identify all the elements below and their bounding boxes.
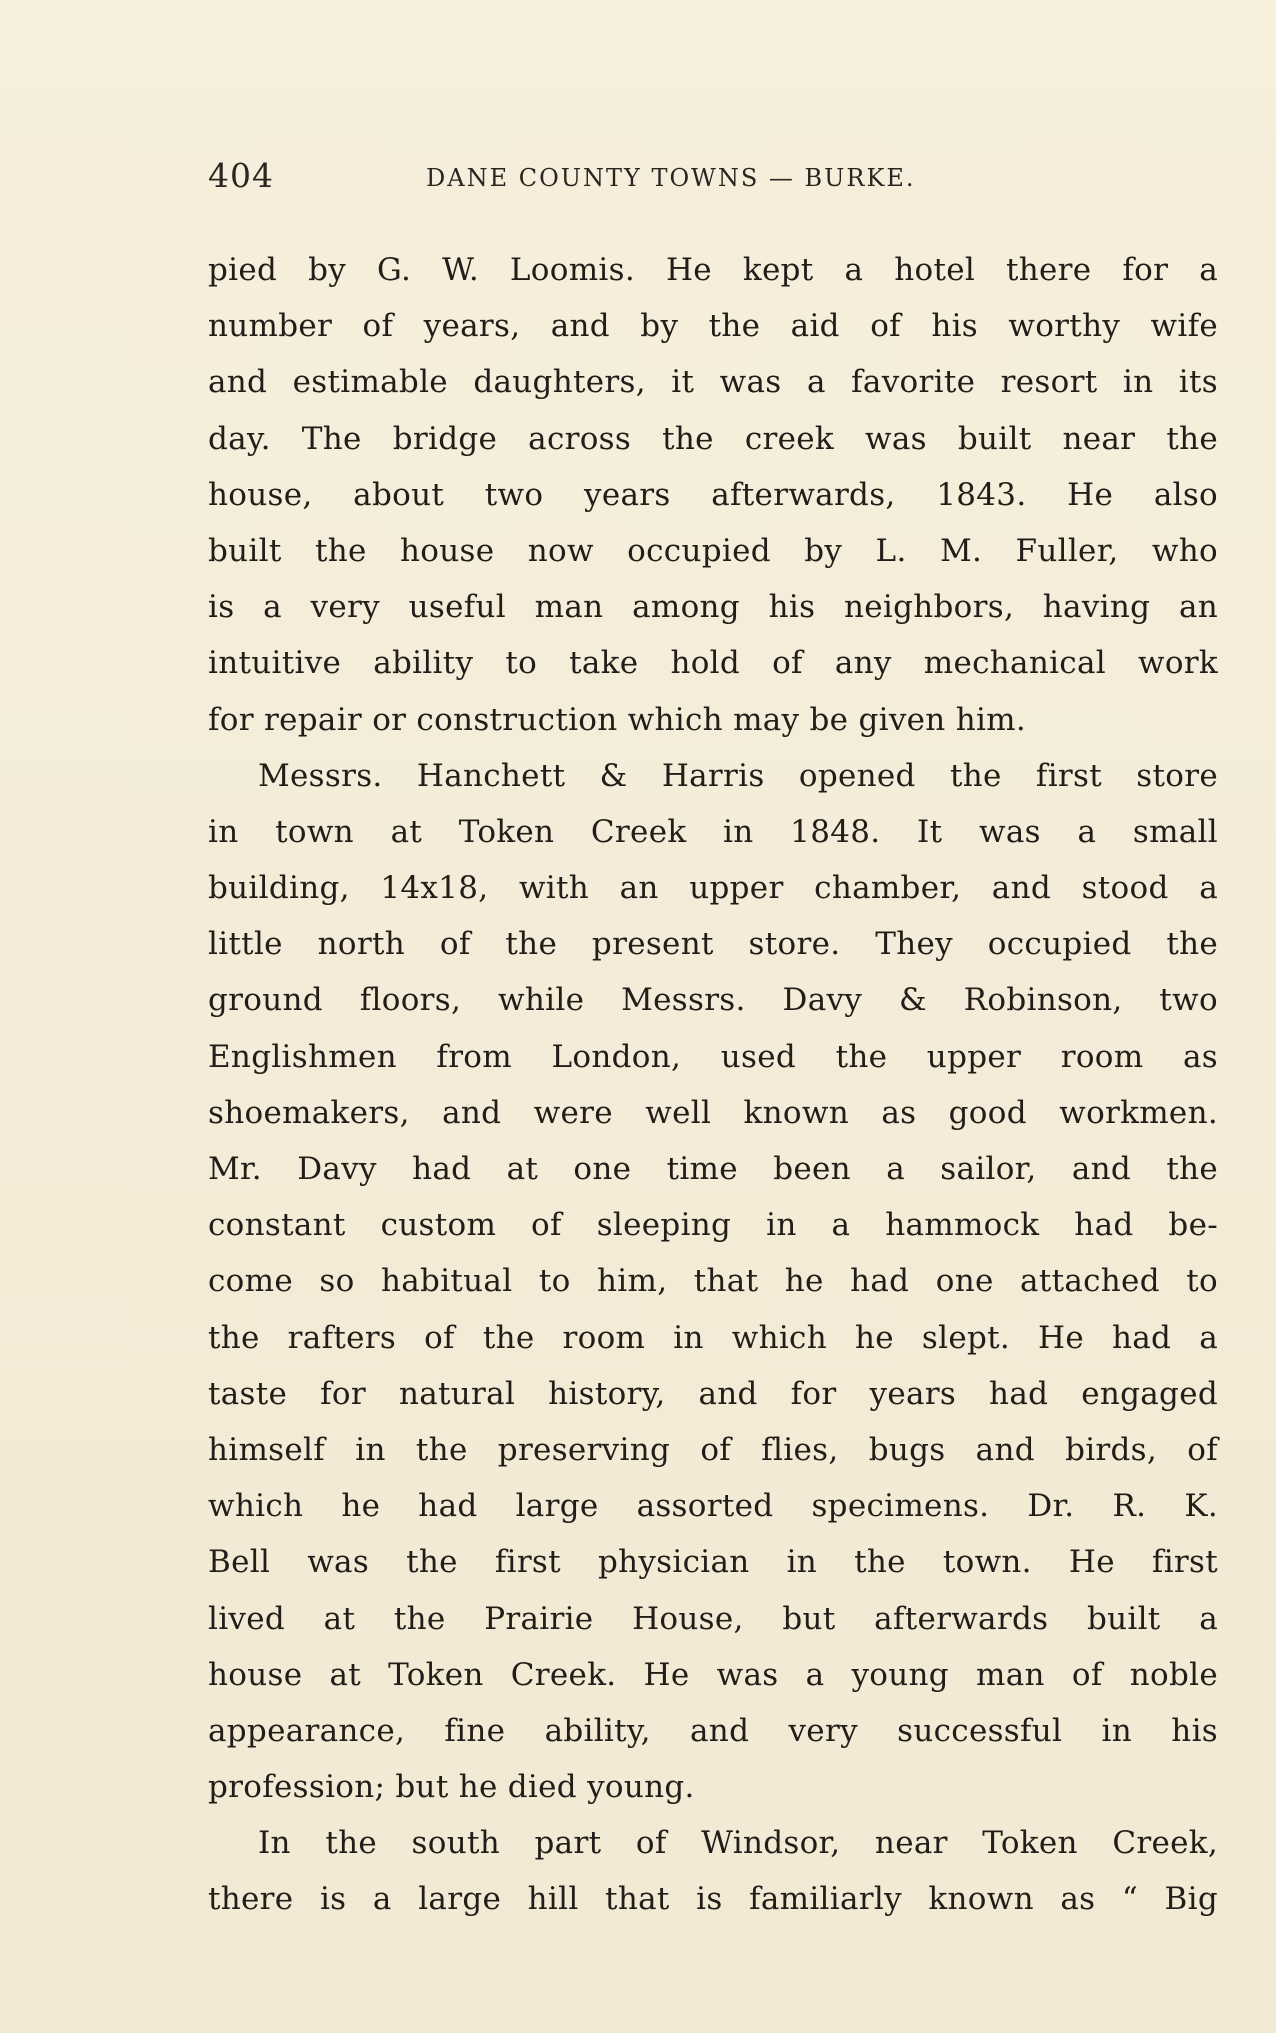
text-line: himself in the preserving of flies, bugs and birds, of: [208, 1431, 1218, 1468]
text-line: lived at the Prairie House, but afterwards built a: [208, 1600, 1218, 1637]
body-text: [208, 242, 1218, 1928]
text-line: house, about two years afterwards, 1843. He also: [208, 476, 1218, 513]
running-title: DANE COUNTY TOWNS — BURKE.: [426, 164, 916, 192]
running-head: [208, 150, 1218, 210]
text-line: is a very useful man among his neighbors, having an: [208, 589, 1218, 626]
text-line: built the house now occupied by L. M. Fuller, who: [208, 532, 1218, 569]
paragraph-start-line: Messrs. Hanchett & Harris opened the first store: [258, 757, 1218, 794]
text-line: in town at Token Creek in 1848. It was a small: [208, 813, 1218, 850]
text-line: which he had large assorted specimens. Dr. R. K.: [208, 1488, 1218, 1525]
text-line: for repair or construction which may be given him.: [208, 701, 1027, 738]
paragraph-start-line: In the south part of Windsor, near Token Creek,: [258, 1825, 1218, 1862]
text-line: and estimable daughters, it was a favorite resort in its: [208, 364, 1218, 401]
text-line: building, 14x18, with an upper chamber, and stood a: [208, 870, 1218, 907]
text-line: number of years, and by the aid of his worthy wife: [208, 308, 1218, 345]
text-line: Bell was the first physician in the town. He first: [208, 1544, 1218, 1581]
text-line: day. The bridge across the creek was built near the: [208, 420, 1218, 457]
text-line: the rafters of the room in which he slept. He had a: [208, 1319, 1218, 1356]
text-line: Englishmen from London, used the upper room as: [208, 1038, 1218, 1075]
text-line: pied by G. W. Loomis. He kept a hotel there for a: [208, 252, 1218, 288]
text-line: come so habitual to him, that he had one attached to: [208, 1263, 1218, 1300]
text-line: little north of the present store. They occupied the: [208, 926, 1218, 963]
text-line: shoemakers, and were well known as good workmen.: [208, 1094, 1218, 1131]
text-line: intuitive ability to take hold of any mechanical work: [208, 645, 1218, 682]
text-line: ground floors, while Messrs. Davy & Robinson, two: [208, 982, 1218, 1019]
text-line: there is a large hill that is familiarly known as “ Big: [208, 1881, 1218, 1918]
text-line: taste for natural history, and for years had engaged: [208, 1375, 1218, 1412]
text-line: house at Token Creek. He was a young man of noble: [208, 1656, 1218, 1693]
text-line: appearance, fine ability, and very successful in his: [208, 1712, 1218, 1749]
text-line: profession; but he died young.: [208, 1769, 695, 1806]
text-line: constant custom of sleeping in a hammock had be-: [208, 1207, 1218, 1244]
page-number: 404: [208, 156, 274, 195]
text-line: Mr. Davy had at one time been a sailor, and the: [208, 1151, 1218, 1187]
